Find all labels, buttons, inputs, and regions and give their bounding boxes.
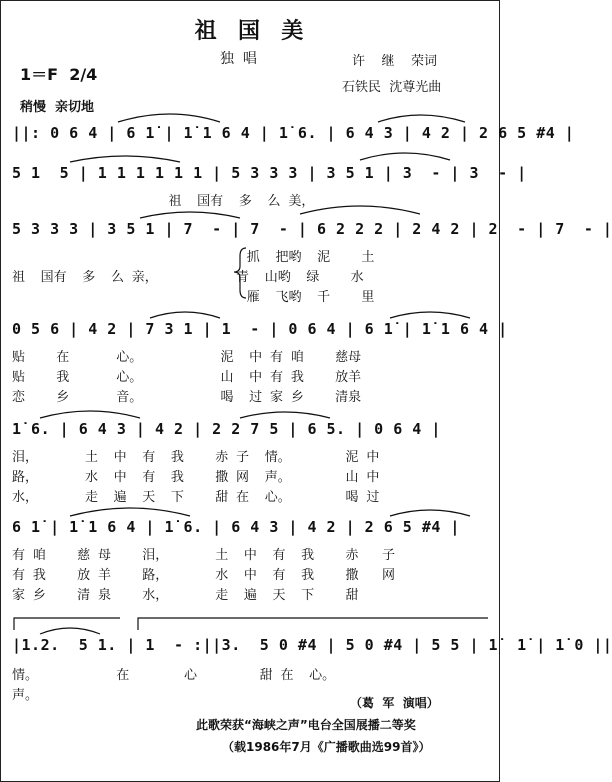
source-note: （载1986年7月《广播歌曲选99首》）: [222, 740, 431, 754]
lyrics-line: 泪， 土 中 有 我 赤 子 情。 泥 中: [12, 450, 380, 465]
lyrics-line: 贴 在 心。 泥 中 有 咱 慈母: [12, 350, 362, 365]
lyrics-line: 情。 在 心 甜 在 心。: [12, 668, 336, 683]
lyrics-line: 有 咱 慈 母 泪， 土 中 有 我 赤 子: [12, 548, 395, 563]
lyrics-line: 祖 国有 多 么 亲， 青 山哟 绿 水: [12, 270, 364, 285]
lyrics-line: 有 我 放 羊 路， 水 中 有 我 撒 网: [12, 568, 395, 583]
lyrics-line: 雁 飞哟 千 里: [12, 290, 375, 305]
lyrics-line: 抓 把哟 泥 土: [12, 250, 375, 265]
melody-row: 5 3 3 3 | 3 5 1 | 7 - | 7 - | 6 2 2 2 | 2 4 2 | 2 - | 7 - |: [12, 220, 612, 238]
lyrics-line: 祖 国有 多 么 美，: [12, 194, 315, 209]
lyrics-line: 路， 水 中 有 我 撒 网 声。 山 中: [12, 470, 380, 485]
melody-row: 0 5 6 | 4 2 | 7 3 1 | 1 - | 0 6 4 | 6 1̇ | 1̇ 1 6 4 |: [12, 320, 508, 338]
composer-credit: 石铁民 沈尊光曲: [342, 80, 442, 95]
melody-row: ||: 0 6 4 | 6 1̇ | 1̇ 1 6 4 | 1̇ 6. | 6 4 3 | 4 2 | 2 6 5 #4 |: [12, 124, 575, 142]
lyrics-line: 贴 我 心。 山 中 有 我 放羊: [12, 370, 362, 385]
lyrics-line: 水， 走 遍 天 下 甜 在 心。 喝 过: [12, 490, 380, 505]
lyrics-line: 恋 乡 音。 喝 过 家 乡 清泉: [12, 390, 362, 405]
lyricist-credit: 许 继 荣词: [352, 54, 438, 69]
melody-row: 5 1 5 | 1 1 1 1 1 1 | 5 3 3 3 | 3 5 1 | 3 - | 3 - |: [12, 164, 527, 182]
award-note: 此歌荣获“海峡之声”电台全国展播二等奖: [196, 718, 416, 732]
tempo-marking: 稍慢 亲切地: [20, 100, 95, 115]
lyrics-line: 声。: [12, 688, 39, 703]
melody-row: 1̇ 6. | 6 4 3 | 4 2 | 2 2 7 5 | 6 5. | 0 6 4 |: [12, 420, 441, 438]
performer-credit: （葛 军 演唱）: [350, 696, 439, 710]
lyrics-line: 家 乡 清 泉 水， 走 遍 天 下 甜: [12, 588, 359, 603]
melody-row: |1.2. 5 1. | 1 - :||3. 5 0 #4 | 5 0 #4 | 5 5 | 1̇ 1̇ | 1̇ 0 ||: [12, 636, 612, 654]
song-title: 祖 国 美: [194, 19, 306, 44]
melody-row: 6 1̇ | 1̇ 1 6 4 | 1̇ 6. | 6 4 3 | 4 2 | 2 6 5 #4 |: [12, 518, 460, 536]
key-signature: 1＝F 2/4: [20, 65, 98, 84]
performance-type: 独 唱: [220, 51, 257, 67]
